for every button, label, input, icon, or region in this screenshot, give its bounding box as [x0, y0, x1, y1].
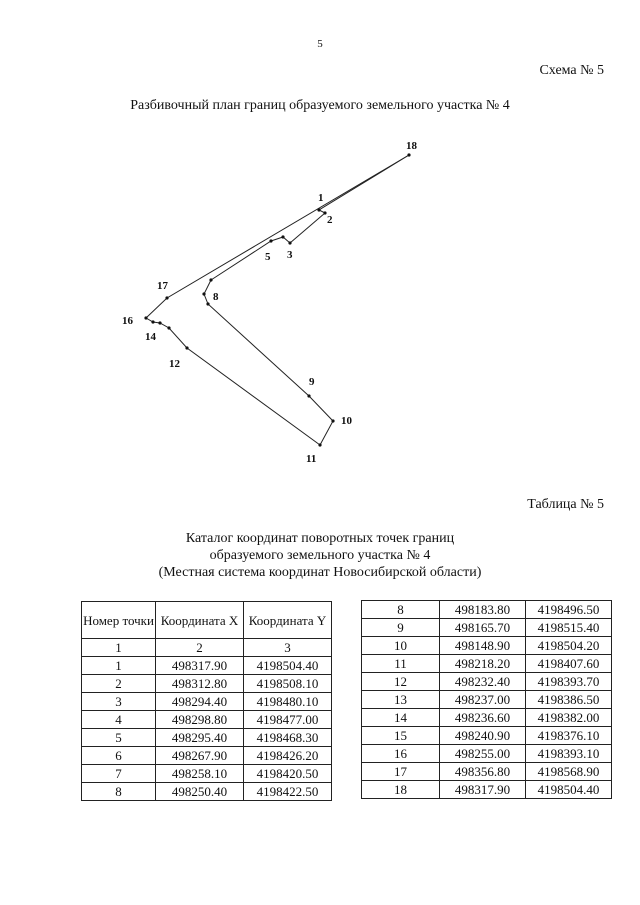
- cell-coordinate-x: 498267.90: [156, 747, 244, 765]
- cell-point-number: 7: [82, 765, 156, 783]
- table-row: [82, 657, 332, 675]
- header-number: 2: [156, 639, 244, 657]
- point-label-11: 11: [306, 453, 317, 465]
- boundary-edge-2-3: [290, 213, 325, 243]
- cell-point-number: 5: [82, 729, 156, 747]
- cell-point-number: 15: [362, 727, 440, 745]
- header-point-number: Номер точки: [82, 602, 156, 639]
- cell-coordinate-x: 498250.40: [156, 783, 244, 801]
- cell-coordinate-y: 4198420.50: [244, 765, 332, 783]
- cell-point-number: 10: [362, 637, 440, 655]
- cell-point-number: 9: [362, 619, 440, 637]
- point-marker: [318, 443, 321, 446]
- cell-coordinate-x: 498183.80: [440, 601, 526, 619]
- point-label-16: 16: [122, 315, 133, 327]
- cell-coordinate-y: 4198504.20: [526, 637, 612, 655]
- point-label-17: 17: [157, 280, 168, 292]
- table-row: [362, 763, 612, 781]
- boundary-plan: [0, 130, 640, 470]
- cell-point-number: 2: [82, 675, 156, 693]
- table-row: [362, 727, 612, 745]
- table-row: [362, 637, 612, 655]
- boundary-lines: [146, 155, 409, 445]
- cell-coordinate-x: 498255.00: [440, 745, 526, 763]
- point-label-8: 8: [213, 291, 219, 303]
- page-number: 5: [317, 38, 323, 50]
- cell-point-number: 8: [362, 601, 440, 619]
- point-marker: [407, 153, 410, 156]
- point-marker: [165, 296, 168, 299]
- scheme-label: Схема № 5: [539, 63, 604, 78]
- cell-coordinate-y: 4198376.10: [526, 727, 612, 745]
- catalog-title-line: (Местная система координат Новосибирской области): [158, 565, 482, 580]
- cell-coordinate-y: 4198468.30: [244, 729, 332, 747]
- cell-point-number: 12: [362, 673, 440, 691]
- table-body-right: [362, 601, 612, 799]
- point-labels: [122, 140, 418, 465]
- cell-point-number: 11: [362, 655, 440, 673]
- cell-point-number: 4: [82, 711, 156, 729]
- cell-coordinate-y: 4198393.10: [526, 745, 612, 763]
- header-number: 3: [244, 639, 332, 657]
- boundary-edge-18-1-2: [319, 155, 409, 213]
- cell-point-number: 14: [362, 709, 440, 727]
- point-marker: [144, 316, 147, 319]
- cell-point-number: 1: [82, 657, 156, 675]
- cell-coordinate-y: 4198426.20: [244, 747, 332, 765]
- cell-coordinate-x: 498165.70: [440, 619, 526, 637]
- point-label-9: 9: [309, 376, 315, 388]
- cell-point-number: 18: [362, 781, 440, 799]
- point-label-3: 3: [287, 249, 293, 261]
- table-row: [82, 747, 332, 765]
- point-label-10: 10: [341, 415, 352, 427]
- cell-point-number: 3: [82, 693, 156, 711]
- cell-coordinate-y: 4198393.70: [526, 673, 612, 691]
- table-row: [362, 619, 612, 637]
- cell-coordinate-y: 4198407.60: [526, 655, 612, 673]
- cell-coordinate-x: 498312.80: [156, 675, 244, 693]
- table-body-left: [82, 657, 332, 801]
- header-coordinate-y: Координата Y: [244, 602, 332, 639]
- cell-coordinate-y: 4198504.40: [244, 657, 332, 675]
- cell-coordinate-x: 498317.90: [440, 781, 526, 799]
- point-marker: [158, 321, 161, 324]
- cell-point-number: 13: [362, 691, 440, 709]
- cell-coordinate-x: 498240.90: [440, 727, 526, 745]
- table-row: [362, 601, 612, 619]
- point-marker: [331, 419, 334, 422]
- table-row: [362, 745, 612, 763]
- cell-coordinate-y: 4198568.90: [526, 763, 612, 781]
- point-marker: [288, 241, 291, 244]
- table-row: [362, 709, 612, 727]
- plan-title: Разбивочный план границ образуемого земельного участка № 4: [130, 98, 510, 113]
- catalog-title-line: образуемого земельного участка № 4: [209, 548, 431, 563]
- table-row: [82, 675, 332, 693]
- point-marker: [209, 278, 212, 281]
- boundary-edge-3-5-6: [211, 237, 290, 280]
- cell-coordinate-x: 498317.90: [156, 657, 244, 675]
- point-label-5: 5: [265, 251, 271, 263]
- boundary-points: [144, 153, 410, 446]
- table-row: [362, 691, 612, 709]
- point-marker: [185, 346, 188, 349]
- point-marker: [307, 394, 310, 397]
- catalog-title: [0, 530, 640, 581]
- header-number: 1: [82, 639, 156, 657]
- cell-coordinate-y: 4198504.40: [526, 781, 612, 799]
- cell-coordinate-x: 498294.40: [156, 693, 244, 711]
- point-marker: [281, 235, 284, 238]
- point-marker: [151, 320, 154, 323]
- point-label-1: 1: [318, 192, 324, 204]
- table-row: [82, 729, 332, 747]
- cell-coordinate-y: 4198382.00: [526, 709, 612, 727]
- cell-coordinate-y: 4198480.10: [244, 693, 332, 711]
- cell-coordinate-y: 4198422.50: [244, 783, 332, 801]
- cell-coordinate-x: 498295.40: [156, 729, 244, 747]
- cell-coordinate-y: 4198477.00: [244, 711, 332, 729]
- coordinates-table-left: [81, 601, 332, 801]
- point-label-12: 12: [169, 358, 180, 370]
- cell-coordinate-y: 4198386.50: [526, 691, 612, 709]
- cell-coordinate-x: 498218.20: [440, 655, 526, 673]
- coordinates-table-right: [361, 600, 612, 799]
- table-row: [82, 783, 332, 801]
- cell-coordinate-x: 498232.40: [440, 673, 526, 691]
- point-marker: [167, 326, 170, 329]
- cell-coordinate-x: 498148.90: [440, 637, 526, 655]
- point-label-18: 18: [406, 140, 417, 152]
- cell-coordinate-y: 4198515.40: [526, 619, 612, 637]
- table-row: [362, 655, 612, 673]
- table-row: [362, 781, 612, 799]
- table-row: [362, 673, 612, 691]
- cell-point-number: 8: [82, 783, 156, 801]
- boundary-edge-6-8-9-10-11: [204, 280, 333, 445]
- cell-point-number: 6: [82, 747, 156, 765]
- table-label: Таблица № 5: [527, 497, 604, 512]
- catalog-title-line: Каталог координат поворотных точек границ: [185, 531, 455, 546]
- cell-point-number: 17: [362, 763, 440, 781]
- cell-coordinate-y: 4198508.10: [244, 675, 332, 693]
- boundary-edge-11-16: [146, 318, 320, 445]
- point-marker: [202, 292, 205, 295]
- cell-coordinate-x: 498356.80: [440, 763, 526, 781]
- table-row: [82, 693, 332, 711]
- point-marker: [317, 208, 320, 211]
- point-label-14: 14: [145, 331, 156, 343]
- cell-coordinate-y: 4198496.50: [526, 601, 612, 619]
- cell-coordinate-x: 498298.80: [156, 711, 244, 729]
- table-row: [82, 765, 332, 783]
- cell-coordinate-x: 498258.10: [156, 765, 244, 783]
- header-coordinate-x: Координата X: [156, 602, 244, 639]
- cell-coordinate-x: 498236.60: [440, 709, 526, 727]
- table-row: [82, 711, 332, 729]
- point-label-2: 2: [327, 214, 333, 226]
- point-marker: [206, 302, 209, 305]
- cell-point-number: 16: [362, 745, 440, 763]
- point-marker: [269, 239, 272, 242]
- cell-coordinate-x: 498237.00: [440, 691, 526, 709]
